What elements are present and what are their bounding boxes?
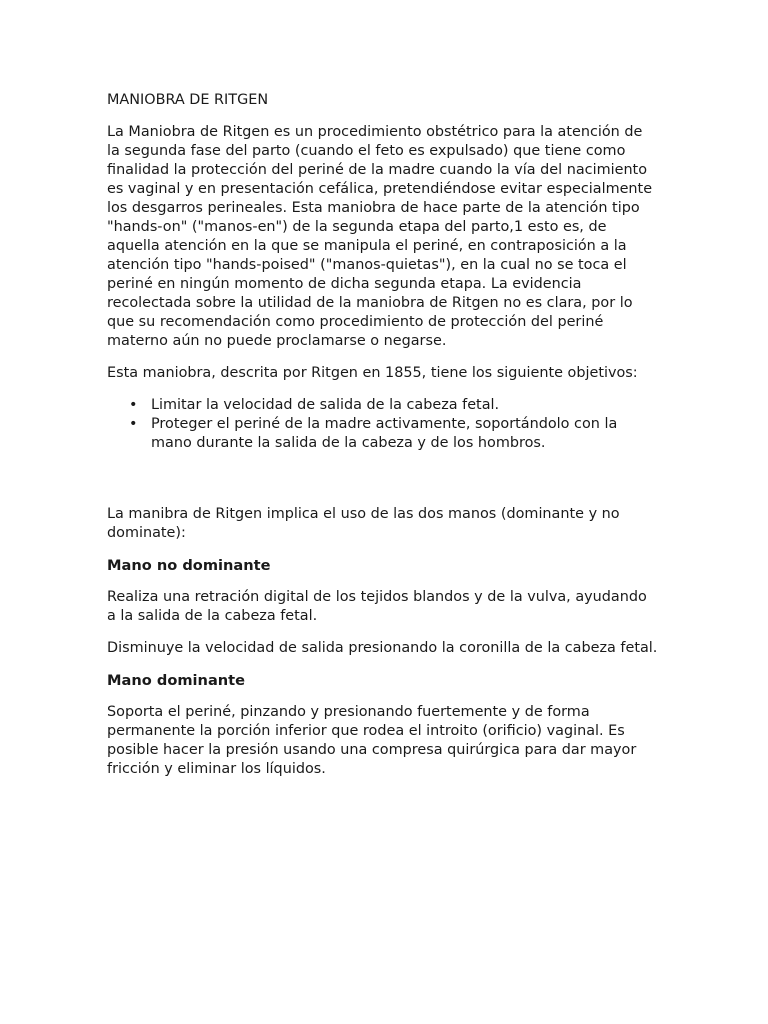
list-item-text: Proteger el periné de la madre activamente, soportándolo con la mano durante la salida de la cabeza y de los hombros. [151, 416, 618, 451]
objectives-intro: Esta maniobra, descrita por Ritgen en 1855, tiene los siguiente objetivos: [107, 365, 638, 381]
intro-paragraph: La Maniobra de Ritgen es un procedimiento obstétrico para la atención de la segunda fase del parto (cuando el feto es expulsado) que tiene como finalidad la protección del periné de la madre cuando la vía del nacimiento es vaginal y en presentación cefálica, pretendiéndose evitar especialmente los desgarros perineales. Esta maniobra de hace parte de la atención tipo "hands-on" ("manos-en") de la segunda etapa del parto,1 esto es, de aquella atención en la que se manipula el periné, en contraposición a la atención tipo "hands-poised" ("manos-quietas"), en la cual no se toca el periné en ningún momento de dicha segunda etapa. La evidencia recolectada sobre la utilidad de la maniobra de Ritgen no es clara, por lo que su recomendación como procedimiento de protección del periné materno aún no puede proclamarse o negarse. [107, 124, 653, 349]
hands-intro: La manibra de Ritgen implica el uso de las dos manos (dominante y no dominate): [107, 506, 620, 541]
objectives-list [107, 396, 659, 453]
section-heading-dominant-hand: Mano dominante [107, 672, 246, 689]
section-heading-non-dominant-hand: Mano no dominante [107, 557, 271, 574]
section-paragraph: Realiza una retración digital de los tejidos blandos y de la vulva, ayudando a la salida de la cabeza fetal. [107, 589, 647, 624]
list-item-text: Limitar la velocidad de salida de la cabeza fetal. [151, 397, 500, 413]
list-item [129, 415, 659, 453]
section-paragraph: Disminuye la velocidad de salida presionando la coronilla de la cabeza fetal. [107, 640, 658, 656]
blank-line [107, 453, 659, 505]
bullet-icon: • [129, 397, 138, 413]
document-title: MANIOBRA DE RITGEN [107, 92, 269, 108]
bullet-icon: • [129, 416, 138, 432]
document-body [107, 91, 659, 792]
section-paragraph: Soporta el periné, pinzando y presionando fuertemente y de forma permanente la porción inferior que rodea el introito (orificio) vaginal. Es posible hacer la presión usando una compresa quirúrgica para dar mayor fricción y eliminar los líquidos. [107, 704, 637, 777]
list-item [129, 396, 659, 415]
